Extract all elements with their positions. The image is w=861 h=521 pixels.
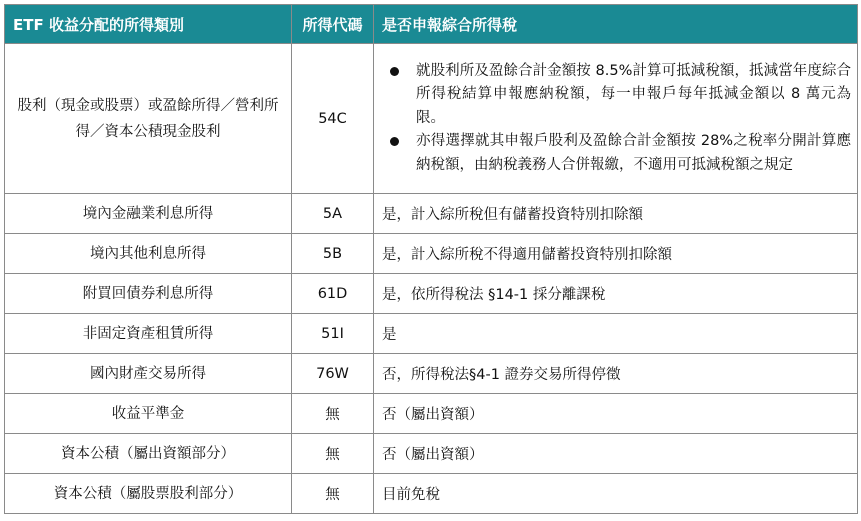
declare-tax-notes [382,58,857,180]
header-declare-tax: 是否申報綜合所得稅 [374,5,858,44]
table-row [5,314,858,354]
income-category: 資本公積（屬出資額部分） [5,434,292,474]
income-category: 資本公積（屬股票股利部分） [5,474,292,514]
list-item [382,130,851,177]
header-income-category: ETF 收益分配的所得類別 [5,5,292,44]
income-category: 收益平準金 [5,394,292,434]
declare-tax: 否，所得稅法§4-1 證券交易所得停徵 [374,354,858,394]
income-category: 境內金融業利息所得 [5,194,292,234]
declare-tax-cell [374,44,858,194]
declare-tax: 否（屬出資額） [374,394,858,434]
bullet-icon [390,67,399,76]
declare-tax: 是，計入綜所稅但有儲蓄投資特別扣除額 [374,194,858,234]
declare-tax: 是，計入綜所稅不得適用儲蓄投資特別扣除額 [374,234,858,274]
income-code: 61D [292,274,374,314]
header-income-code: 所得代碼 [292,5,374,44]
table-row [5,354,858,394]
income-code: 76W [292,354,374,394]
income-code: 無 [292,474,374,514]
table-row [5,44,858,194]
table-row [5,434,858,474]
table-row [5,234,858,274]
declare-tax: 目前免稅 [374,474,858,514]
declare-tax: 是 [374,314,858,354]
table-row [5,194,858,234]
income-code: 無 [292,394,374,434]
income-code: 無 [292,434,374,474]
bullet-icon [390,137,399,146]
income-category: 境內其他利息所得 [5,234,292,274]
list-item [382,60,851,131]
income-category: 國內財產交易所得 [5,354,292,394]
table-row [5,474,858,514]
table-header-row [5,5,858,44]
table-row [5,274,858,314]
etf-income-table [4,4,858,514]
note-text: 亦得選擇就其申報戶股利及盈餘合計金額按 28%之稅率分開計算應納稅額，由納稅義務人合併報繳，不適用可抵減稅額之規定 [416,133,851,173]
income-category: 附買回債券利息所得 [5,274,292,314]
note-text: 就股利所及盈餘合計金額按 8.5%計算可抵減稅額，抵減當年度綜合所得稅結算申報應納稅額，每一申報戶每年抵減金額以 8 萬元為限。 [416,62,851,126]
income-code: 5A [292,194,374,234]
declare-tax: 是，依所得稅法 §14-1 採分離課稅 [374,274,858,314]
income-category: 非固定資產租賃所得 [5,314,292,354]
income-code: 51I [292,314,374,354]
income-category: 股利（現金或股票）或盈餘所得／營利所得／資本公積現金股利 [5,44,292,194]
table-row [5,394,858,434]
declare-tax: 否（屬出資額） [374,434,858,474]
income-code: 5B [292,234,374,274]
income-code: 54C [292,44,374,194]
